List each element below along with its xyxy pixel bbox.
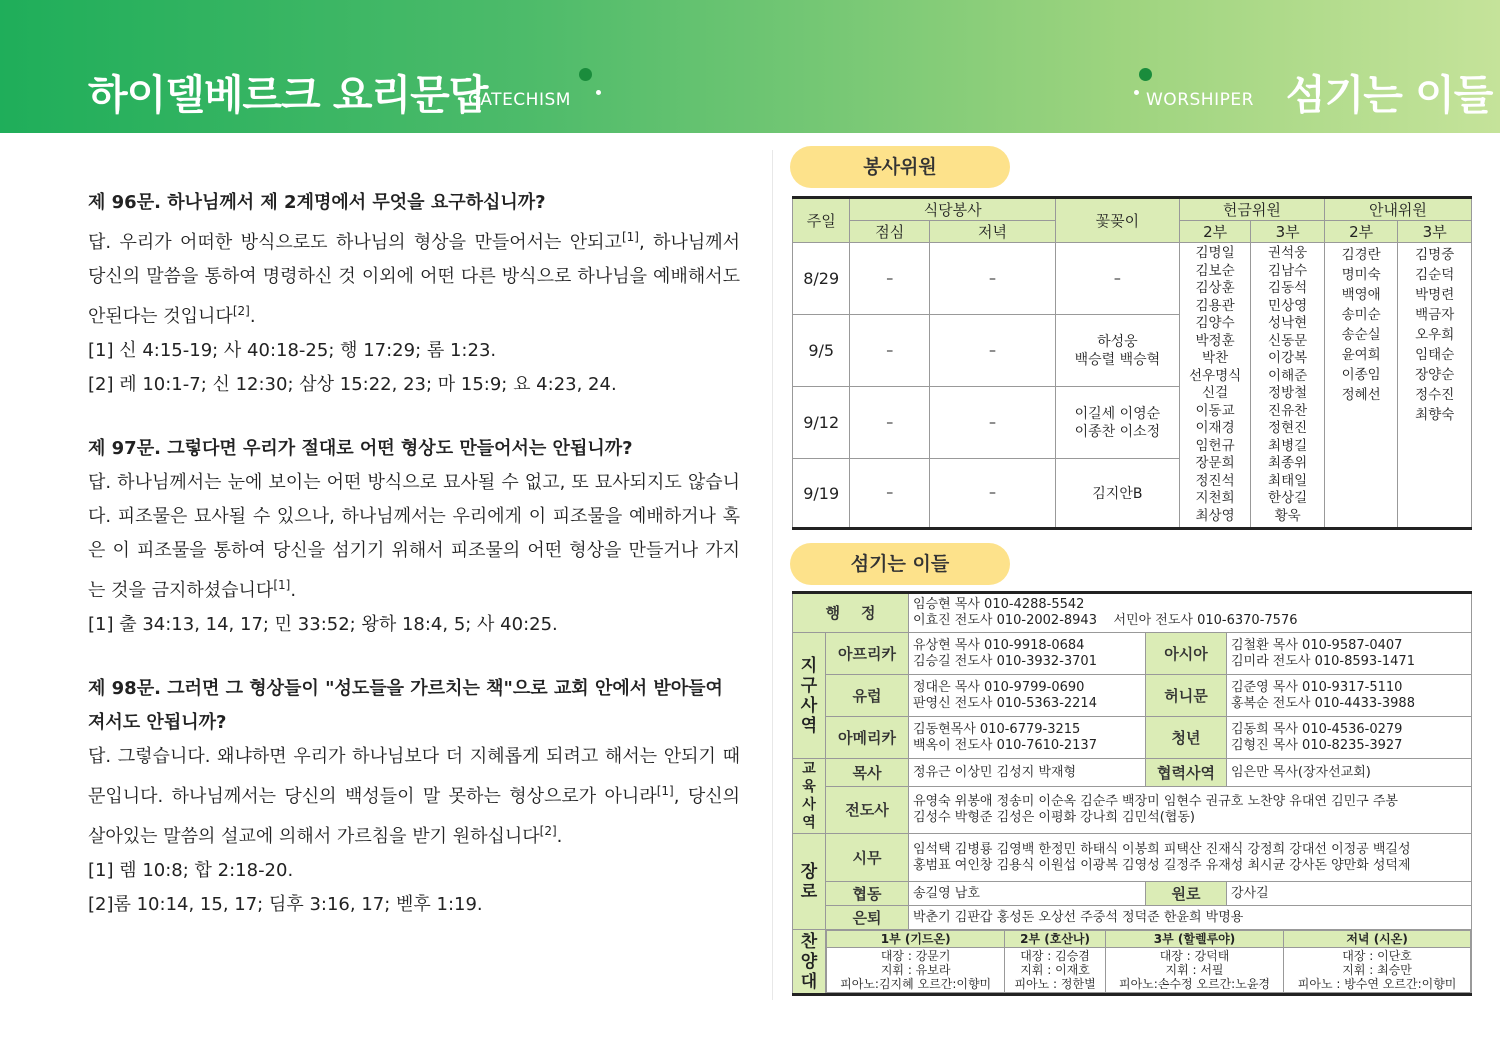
district-label: 지 구 사 역 (793, 633, 826, 759)
row-lunch: – (850, 459, 930, 529)
header-usher: 안내위원 (1324, 198, 1471, 221)
africa-contacts: 유상현 목사 010-9918-0684 김승길 전도사 010-3932-3701 (909, 633, 1146, 675)
retired-elders: 박춘기 김판갑 홍성돈 오상선 주중석 정덕준 한윤희 박명용 (909, 906, 1472, 930)
active-elders: 임석택 김병룡 김영백 한정민 하태식 이봉희 피택산 진재식 강정희 강대선 이정공 백길성 홍범표 여인창 김용식 이원섭 이광복 김영성 길정주 유재성 최시균 강사돈 양만화 성덕제 (909, 834, 1472, 882)
question-98: 제 98문. 그러면 그 형상들이 "성도들을 가르치는 책"으로 교회 안에서 받아들여져서도 안됩니까? (88, 678, 723, 733)
honeymoon-contacts: 김준영 목사 010-9317-5110 홍복순 전도사 010-4433-3988 (1227, 675, 1472, 717)
admin-label: 행 정 (793, 593, 909, 633)
row-day: 9/19 (793, 459, 850, 529)
senior-elder-label: 원로 (1146, 882, 1227, 906)
header-offering: 헌금위원 (1179, 198, 1324, 221)
row-flower: 이길세 이영순 이종찬 이소정 (1055, 387, 1179, 459)
header-day: 주일 (793, 198, 850, 243)
dot-icon (1134, 90, 1139, 95)
header-offering-2: 2부 (1179, 221, 1251, 243)
pastors: 정유근 이상민 김성지 박재형 (909, 759, 1146, 787)
reference: [2] 레 10:1-7; 신 12:30; 삼상 15:22, 23; 마 15:9; 요 4:23, 24. (88, 374, 617, 395)
row-dinner: – (930, 459, 1056, 529)
row-flower: – (1055, 243, 1179, 315)
dot-icon (1139, 68, 1152, 81)
row-lunch: – (850, 315, 930, 387)
header-offering-3: 3부 (1251, 221, 1325, 243)
header-dinner: 저녁 (930, 221, 1056, 243)
row-dinner: – (930, 243, 1056, 315)
answer-97: 답. 하나님께서는 눈에 보이는 어떤 방식으로 묘사될 수 없고, 또 묘사되지도 않습니다. 피조물은 묘사될 수 있으나, 하나님께서는 우리에게 이 피조물을 예배하거나 혹은 이 피조물을 통하여 당신을 섬기기 위해서 피조물의 어떤 형상을 만들거나 가지는 것을 금지하셨습니다[1]. (88, 472, 740, 601)
offering-2-names: 김명일 김보순 김상훈 김용관 김양수 박정훈 박찬 선우명식 신걸 이동교 이재경 임헌규 장문희 정진석 지천희 최상영 (1179, 243, 1251, 529)
europe-contacts: 정대은 목사 010-9799-0690 판영신 전도사 010-5363-2214 (909, 675, 1146, 717)
america-label: 아메리카 (826, 717, 909, 759)
youth-label: 청년 (1146, 717, 1227, 759)
admin-cell: 임승현 목사 010-4288-5542 이효진 전도사 010-2002-8943 서민아 전도사 010-6370-7576 (909, 593, 1472, 633)
usher-2-names: 김경란 명미숙 백영애 송미순 송순실 윤여희 이종임 정혜선 (1324, 243, 1398, 529)
catechism-subtitle: CATECHISM (468, 90, 571, 110)
evangelists: 유영숙 위봉애 정송미 이순옥 김순주 백장미 임현수 권규호 노찬양 유대연 김민구 주봉 김성수 박형준 김성은 이평화 강나희 김민석(협동) (909, 787, 1472, 834)
row-flower: 하성웅 백승렬 백승혁 (1055, 315, 1179, 387)
header-usher-2: 2부 (1324, 221, 1398, 243)
header-usher-3: 3부 (1398, 221, 1472, 243)
row-day: 8/29 (793, 243, 850, 315)
choir-name: 3부 (할렐루야) (1105, 931, 1283, 948)
reference: [1] 신 4:15-19; 사 40:18-25; 행 17:29; 롬 1:23. (88, 340, 497, 361)
dot-icon (596, 90, 601, 95)
reference: [1] 출 34:13, 14, 17; 민 33:52; 왕하 18:4, 5; 사 40:25. (88, 614, 558, 635)
pastor-label: 목사 (826, 759, 909, 787)
row-day: 9/12 (793, 387, 850, 459)
choir-members: 대장 : 이단호 지휘 : 최승만 피아노 : 방수연 오르간:이향미 (1284, 948, 1471, 993)
youth-contacts: 김동희 목사 010-4536-0279 김형진 목사 010-8235-3927 (1227, 717, 1472, 759)
header-banner (0, 0, 1500, 133)
usher-3-names: 김명중 김순덕 박명련 백금자 오우희 임태순 장양순 정수진 최향숙 (1398, 243, 1472, 529)
education-label: 교육 사역 (793, 759, 826, 834)
choir-members: 대장 : 김승겸 지휘 : 이재호 피아노 : 정한별 (1005, 948, 1106, 993)
row-lunch: – (850, 387, 930, 459)
cooperation-label: 협력사역 (1146, 759, 1227, 787)
choir-name: 저녁 (시온) (1284, 931, 1471, 948)
servers-table (792, 591, 1472, 996)
choir-members: 대장 : 강문기 지휘 : 유보라 피아노:김지혜 오르간:이향미 (827, 948, 1005, 993)
worshiper-subtitle: WORSHIPER (1146, 90, 1254, 110)
answer-96: 답. 우리가 어떠한 방식으로도 하나님의 형상을 만들어서는 안되고[1], 하나님께서 당신의 말씀을 통하여 명령하신 것 이외에 어떤 다른 방식으로 하나님을 예배해서도 안된다는 것입니다[2]. (88, 230, 740, 327)
associate-elder-label: 협동 (826, 882, 909, 906)
choir-table (826, 930, 1471, 993)
choir-label: 찬 양 대 (793, 930, 826, 995)
choir-name: 1부 (기드온) (827, 931, 1005, 948)
catechism-section (88, 186, 740, 922)
row-dinner: – (930, 387, 1056, 459)
question-96: 제 96문. 하나님께서 제 2계명에서 무엇을 요구하십니까? (88, 192, 546, 213)
volunteers-pill: 봉사위원 (790, 146, 1010, 188)
question-97: 제 97문. 그렇다면 우리가 절대로 어떤 형상도 만들어서는 안됩니까? (88, 438, 633, 459)
reference: [2]롬 10:14, 15, 17; 딤후 3:16, 17; 벧후 1:19. (88, 894, 483, 915)
offering-3-names: 권석웅 김남수 김동석 민상영 성낙현 신동문 이강복 이해준 정방철 진유찬 정현진 최병길 최종위 최태일 한상길 황욱 (1251, 243, 1325, 529)
asia-contacts: 김철환 목사 010-9587-0407 김미라 전도사 010-8593-1471 (1227, 633, 1472, 675)
row-flower: 김지안B (1055, 459, 1179, 529)
row-day: 9/5 (793, 315, 850, 387)
active-elder-label: 시무 (826, 834, 909, 882)
retired-elder-label: 은퇴 (826, 906, 909, 930)
cooperation: 임은만 목사(장자선교회) (1227, 759, 1472, 787)
header-flower: 꽃꽂이 (1055, 198, 1179, 243)
europe-label: 유럽 (826, 675, 909, 717)
elder-label: 장 로 (793, 834, 826, 930)
choir-name: 2부 (호산나) (1005, 931, 1106, 948)
header-cafe: 식당봉사 (850, 198, 1056, 221)
volunteers-table (792, 196, 1472, 530)
senior-elders: 강사길 (1227, 882, 1472, 906)
america-contacts: 김동현목사 010-6779-3215 백옥이 전도사 010-7610-2137 (909, 717, 1146, 759)
dot-icon (579, 68, 592, 81)
africa-label: 아프리카 (826, 633, 909, 675)
evangelist-label: 전도사 (826, 787, 909, 834)
worshiper-title: 섬기는 이들 (1286, 71, 1493, 119)
reference: [1] 렘 10:8; 합 2:18-20. (88, 860, 294, 881)
asia-label: 아시아 (1146, 633, 1227, 675)
answer-98: 답. 그렇습니다. 왜냐하면 우리가 하나님보다 더 지혜롭게 되려고 해서는 안되기 때문입니다. 하나님께서는 당신의 백성들이 말 못하는 형상으로가 아니라[1], 당신의 살아있는 말씀의 설교에 의해서 가르침을 받기 원하십니다[2]. (88, 746, 740, 847)
honeymoon-label: 허니문 (1146, 675, 1227, 717)
row-lunch: – (850, 243, 930, 315)
row-dinner: – (930, 315, 1056, 387)
catechism-title: 하이델베르크 요리문답 (88, 71, 488, 119)
column-divider (772, 150, 773, 1000)
associate-elders: 송길영 남호 (909, 882, 1146, 906)
choir-members: 대장 : 강덕태 지휘 : 서필 피아노:손수정 오르간:노윤경 (1105, 948, 1283, 993)
servers-pill: 섬기는 이들 (790, 543, 1010, 585)
header-lunch: 점심 (850, 221, 930, 243)
